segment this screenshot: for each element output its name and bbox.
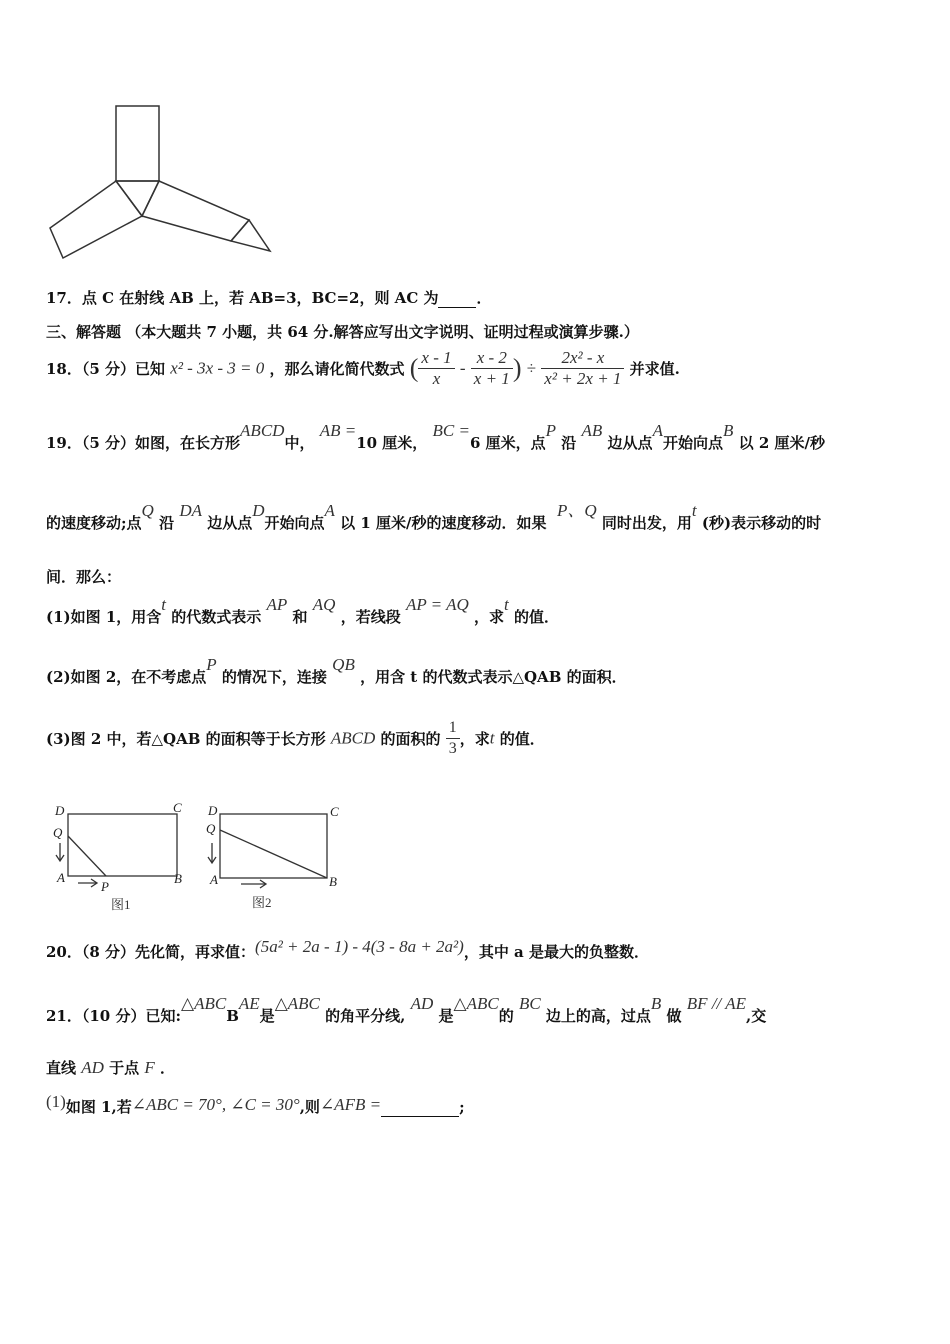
net-end-triangle — [231, 220, 270, 251]
fig1-label-b: B — [174, 871, 182, 886]
q21-answer-blank — [381, 1098, 459, 1117]
fig2-caption: 图2 — [252, 895, 272, 910]
q18-fraction-3: $\frac{\text{2x² - x}}{\text{x² + 2x + 1}}$ — [541, 348, 624, 389]
q18-equation: x² - 3x - 3 = 0 — [170, 358, 265, 378]
fig2-segment-qb — [220, 830, 327, 878]
fig2-rectangle — [220, 814, 327, 878]
section-3-heading: 三、解答题 （本大题共 7 小题，共 64 分.解答应写出文字说明、证明过程或演算步骤.） — [46, 323, 639, 341]
q19-line-1: 19．（5 分）如图，在长方形ABCD中， AB =10 厘米， BC =6 厘米，点P 沿 AB 边从点A开始向点B 以 2 厘米/秒 — [46, 421, 825, 452]
fig1-rectangle — [68, 814, 177, 876]
q19-line-2: 的速度移动;点Q 沿 DA 边从点D开始向点A 以 1 厘米/秒的速度移动．如果 P、Q 同时出发，用t (秒)表示移动的时 — [46, 501, 822, 532]
fig1-label-q: Q — [53, 825, 63, 840]
q19-part-3: (3)图 2 中，若△QAB 的面积等于长方形 ABCD 的面积的 $\frac{1}{3}$ ，求t 的值． — [46, 719, 545, 757]
q19-part-2: (2)如图 2，在不考虑点P 的情况下，连接 QB ，用含 t 的代数式表示△QAB 的面积． — [46, 655, 627, 686]
fig2-label-b: B — [329, 874, 337, 889]
net-left-rect — [50, 181, 142, 258]
q20-suffix: ，其中 a 是最大的负整数． — [463, 943, 649, 961]
q17-line — [46, 287, 492, 308]
fig1-label-c: C — [173, 800, 182, 815]
q18-suffix: 并求值. — [629, 360, 680, 378]
q19-one-third: $\frac{1}{3}$ — [446, 718, 460, 759]
fig2-label-c: C — [330, 804, 339, 819]
fig2-label-a: A — [210, 872, 218, 887]
fig1-segment-qp — [68, 836, 106, 876]
fig1-label-a: A — [57, 870, 65, 885]
net-top-square — [116, 106, 159, 181]
q18-fraction-1: $\frac{x - 1}{x}$ — [418, 348, 454, 389]
fig1-label-p: P — [101, 879, 109, 894]
q20-expression: (5a² + 2a - 1) - 4(3 - 8a + 2a²) — [255, 937, 464, 956]
q19-figures — [48, 800, 358, 915]
prism-net-figure — [40, 95, 280, 270]
net-right-rect — [142, 181, 249, 241]
q17-end: ． — [476, 289, 492, 307]
q21-line-2: 直线 AD 于点 F ． — [46, 1058, 176, 1077]
q20-prefix: 20．（8 分）先化简，再求值： — [46, 943, 256, 961]
q19-line-3: 间．那么： — [46, 568, 122, 586]
q17-text: 17．点 C 在射线 AB 上，若 AB=3，BC=2，则 AC 为 — [46, 289, 439, 307]
fig2-label-q: Q — [206, 821, 216, 836]
q21-part-1: (1)如图 1,若∠ABC = 70°, ∠C = 30°,则∠AFB = ; — [46, 1092, 465, 1116]
q17-answer-blank — [438, 289, 476, 308]
q18-line: 18．（5 分）已知 x² - 3x - 3 = 0 ，那么请化简代数式 ( $\frac{x - 1}{x}$ - $\frac{x - 2}{x + 1}$ ) ÷ $\frac{\text{2x² - x}}{\text{x² + 2x + 1}}$ 并求值. — [46, 348, 680, 388]
fig1-label-d: D — [55, 803, 65, 818]
q18-prefix: 18．（5 分）已知 — [46, 360, 166, 378]
q18-mid-text: ，那么请化简代数式 — [269, 360, 405, 378]
fig1-caption: 图1 — [111, 897, 131, 912]
q21-line-1: 21．（10 分）已知:△ABCBAE是△ABC 的角平分线, AD 是△ABC的 BC 边上的高，过点B 做 BF // AE,交 — [46, 994, 767, 1025]
q19-part-1: (1)如图 1，用含t 的代数式表示 AP 和 AQ ，若线段 AP = AQ ，求t 的值． — [46, 595, 559, 626]
fig2-label-d: D — [208, 803, 218, 818]
q18-fraction-2: $\frac{x - 2}{x + 1}$ — [471, 348, 513, 389]
q20-line — [46, 937, 649, 962]
